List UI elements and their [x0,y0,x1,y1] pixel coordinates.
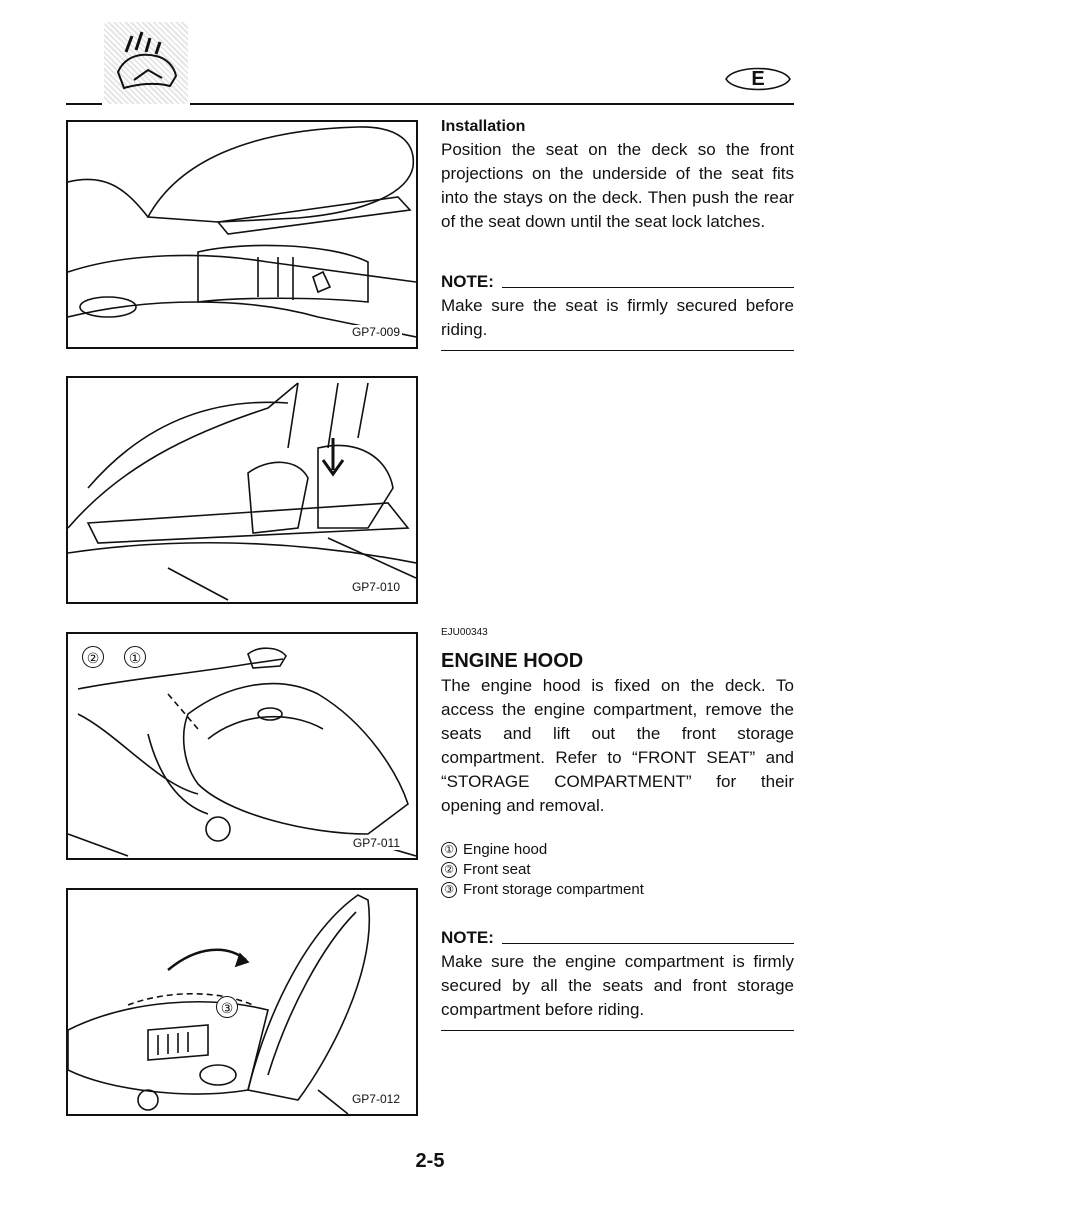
note-text: Make sure the seat is firmly secured before riding. [441,296,794,339]
note-heading [441,272,794,292]
legend-label: Front seat [463,861,531,878]
reference-code: EJU00343 [441,627,488,638]
legend-label: Engine hood [463,841,548,858]
legend-number: ② [441,862,457,878]
figure-code: GP7-009 [351,325,400,339]
seat-illustration [68,122,416,347]
note-rule [502,943,794,944]
figure-code: GP7-012 [351,1092,400,1106]
note-label: NOTE: [441,928,494,947]
legend-number: ① [441,842,457,858]
legend-number: ③ [441,882,457,898]
header-rule [66,103,102,105]
note-end-rule [441,1030,794,1031]
header-rule [190,103,794,105]
callout-3: ③ [216,996,238,1018]
installation-body: Position the seat on the deck so the front projections on the underside of the seat fits into the stays on the deck. Then push the rear of the seat down until the seat lock latches. [441,140,794,231]
legend-item [441,840,794,860]
note-text: Make sure the engine compartment is firmly secured by all the seats and front storage compartment before riding. [441,952,794,1019]
figure-code: GP7-011 [352,836,400,850]
seat-push-illustration [68,378,416,602]
page-number: 2-5 [415,1150,445,1172]
callout-1: ① [124,646,146,668]
callout-2: ② [82,646,104,668]
engine-hood-section [441,627,794,1031]
storage-compartment-illustration [68,890,416,1114]
section-title: ENGINE HOOD [441,650,584,672]
engine-hood-illustration [68,634,416,858]
engine-hood-body: The engine hood is fixed on the deck. To access the engine compartment, remove the seats and lift out the front storage compartment. Refer to “FRONT SEAT” and “STORAGE COMPARTMENT” for their opening and removal. [441,676,794,815]
legend-label: Front storage compartment [463,881,644,898]
legend-list [441,840,794,900]
figure-seat-installation [66,120,418,349]
figure-engine-hood [66,632,418,860]
figure-seat-push [66,376,418,604]
note-end-rule [441,350,794,351]
note-label: NOTE: [441,272,494,291]
legend-item [441,860,794,880]
chapter-icon [104,22,188,104]
note-heading [441,928,794,948]
hand-tool-icon [104,22,188,104]
figure-storage-compartment [66,888,418,1116]
installation-section [441,116,794,351]
figure-code: GP7-010 [351,580,400,594]
legend-item [441,880,794,900]
installation-heading: Installation [441,118,526,135]
language-badge: E [751,68,765,90]
note-rule [502,287,794,288]
